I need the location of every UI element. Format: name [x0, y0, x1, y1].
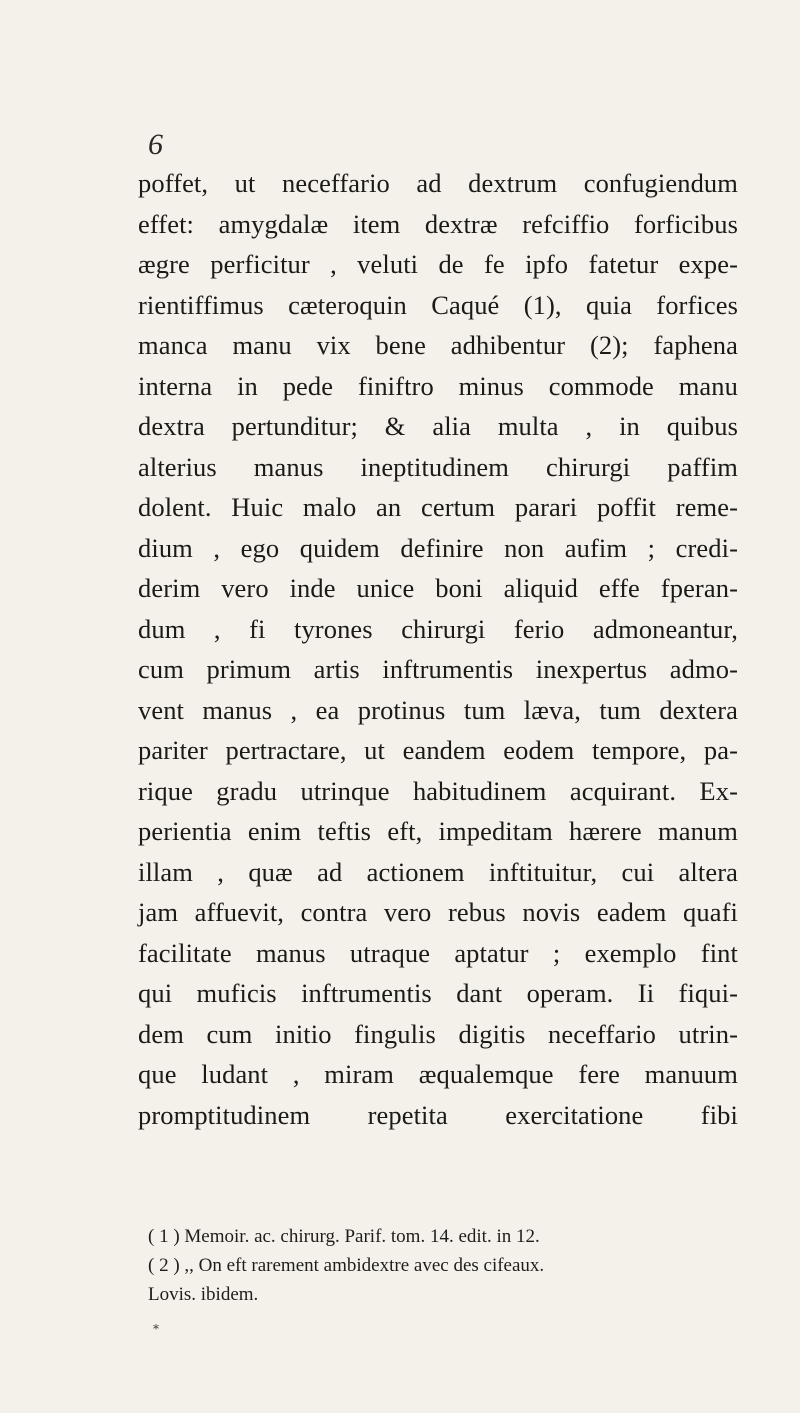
text-line: rientiffimus cæteroquin Caqué (1), quia forfices — [138, 289, 738, 320]
text-line: alterius manus ineptitudinem chirurgi paffim — [138, 451, 738, 482]
text-line: poffet, ut neceffario ad dextrum confugiendum — [138, 168, 738, 198]
footnote-1: ( 1 ) Memoir. ac. chirurg. Parif. tom. 14. edit. in 12. — [148, 1226, 540, 1247]
text-line: que ludant , miram æqualemque fere manuum — [138, 1059, 738, 1089]
text-line: illam , quæ ad actionem inftituitur, cui altera — [138, 856, 738, 887]
body-text — [138, 163, 738, 1135]
stray-mark: * — [153, 1322, 159, 1336]
text-line: jam affuevit, contra vero rebus novis eadem quafi — [138, 897, 738, 927]
text-line: dextra pertunditur; & alia multa , in quibus — [138, 411, 738, 441]
text-line: ægre perficitur , veluti de fe ipfo fatetur expe- — [138, 249, 738, 279]
text-line: cum primum artis inftrumentis inexpertus admo- — [138, 654, 738, 684]
text-line: interna in pede finiftro minus commode manu — [138, 370, 738, 401]
footnote-2: ( 2 ) ,, On eft rarement ambidextre avec des cifeaux. — [148, 1255, 545, 1276]
text-line: pariter pertractare, ut eandem eodem tempore, pa- — [138, 735, 738, 765]
text-line: dolent. Huic malo an certum parari poffit reme- — [138, 492, 738, 522]
text-line: rique gradu utrinque habitudinem acquirant. Ex- — [138, 775, 738, 806]
text-line: perientia enim teftis eft, impeditam hærere manum — [138, 816, 738, 846]
text-line: dem cum initio fingulis digitis neceffario utrin- — [138, 1018, 738, 1049]
text-line: dum , fi tyrones chirurgi ferio admoneantur, — [138, 613, 738, 644]
text-line: promptitudinem repetita exercitatione fibi — [138, 1099, 738, 1130]
page-number: 6 — [148, 128, 163, 161]
footnotes — [148, 1222, 738, 1309]
text-line: vent manus , ea protinus tum læva, tum dextera — [138, 694, 738, 725]
text-line: qui muficis inftrumentis dant operam. Ii fiqui- — [138, 978, 738, 1008]
text-line: facilitate manus utraque aptatur ; exemplo fint — [138, 937, 738, 968]
text-line: dium , ego quidem definire non aufim ; credi- — [138, 532, 738, 563]
text-line: manca manu vix bene adhibentur (2); faphena — [138, 330, 738, 360]
text-line: derim vero inde unice boni aliquid effe fperan- — [138, 573, 738, 603]
text-line: effet: amygdalæ item dextræ refciffio forficibus — [138, 208, 738, 239]
footnote-2-continuation: Lovis. ibidem. — [148, 1284, 259, 1305]
